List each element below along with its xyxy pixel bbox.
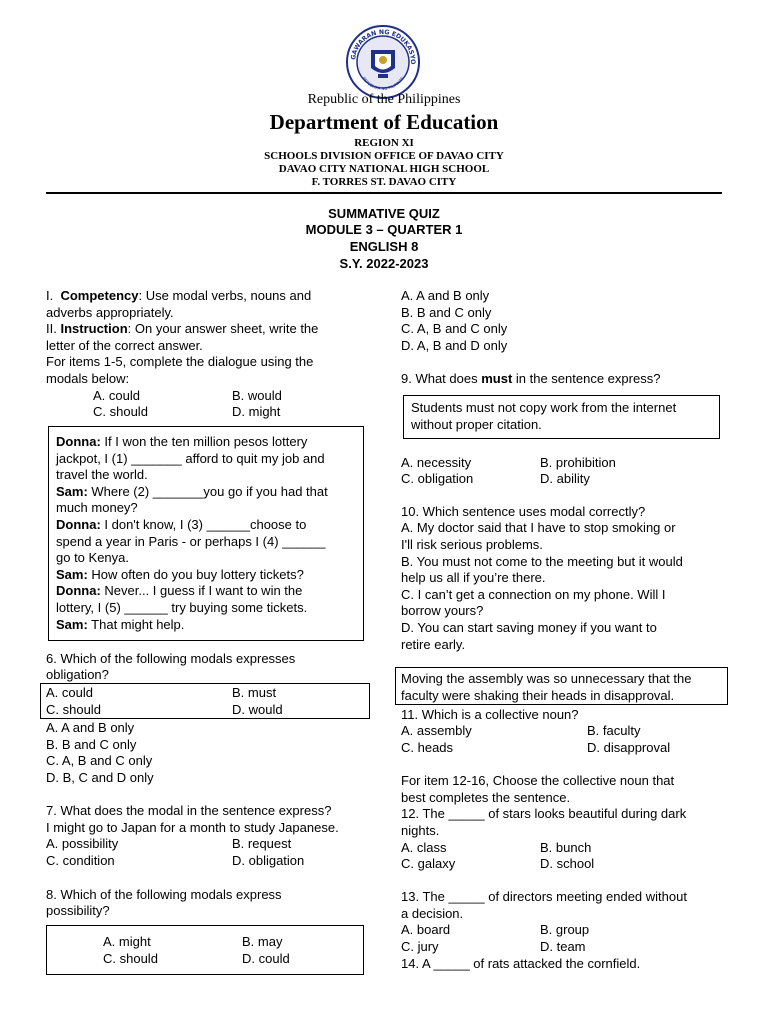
competency-line-2: adverbs appropriately. (46, 305, 174, 320)
dialogue-line: Donna: Never... I guess if I want to win the (56, 583, 303, 598)
dialogue-line: Donna: I don't know, I (3) ______choose to (56, 517, 307, 532)
q8-stem: 8. Which of the following modals express (46, 887, 282, 902)
q8-stem-2: possibility? (46, 903, 110, 918)
dialogue-line: much money? (56, 500, 138, 515)
q8-choice: A. A and B only (401, 288, 490, 303)
q13-choice: C. jury (401, 939, 439, 954)
q11-sentence: Moving the assembly was so unnecessary that the (401, 671, 692, 686)
q11-sentence-2: faculty were shaking their heads in disapproval. (401, 688, 675, 703)
q13-choice: A. board (401, 922, 451, 937)
school-line: DAVAO CITY NATIONAL HIGH SCHOOL (278, 163, 490, 175)
q6-box-option: B. must (232, 685, 277, 700)
q10-line: help us all if you’re there. (401, 570, 546, 585)
q12-stem: 12. The _____ of stars looks beautiful during dark (401, 806, 687, 821)
dialogue-line: go to Kenya. (56, 550, 129, 565)
q13-choice: B. group (540, 922, 590, 937)
competency-line: I. Competency: Use modal verbs, nouns and (46, 288, 312, 303)
q13-stem-2: a decision. (401, 906, 464, 921)
q13-stem: 13. The _____ of directors meeting ended without (401, 889, 687, 904)
q11-choice: D. disapproval (587, 740, 671, 755)
q8-choice: D. A, B and D only (401, 338, 508, 353)
items-instruction-2: modals below: (46, 371, 130, 386)
q7-choice: D. obligation (232, 853, 305, 868)
q12-choice: D. school (540, 856, 595, 871)
q11-choice: C. heads (401, 740, 454, 755)
q6-stem-2: obligation? (46, 667, 109, 682)
q8-choice: B. B and C only (401, 305, 492, 320)
q6-choice: D. B, C and D only (46, 770, 154, 785)
q11-choice: B. faculty (587, 723, 641, 738)
q6-choice: B. B and C only (46, 737, 137, 752)
q10-line: D. You can start saving money if you want to (401, 620, 657, 635)
q6-choice: A. A and B only (46, 720, 135, 735)
q8-box-option: B. may (242, 934, 283, 949)
q8-choice: C. A, B and C only (401, 321, 508, 336)
region-line: REGION XI (354, 137, 414, 149)
q10-stem: 10. Which sentence uses modal correctly? (401, 504, 646, 519)
q6-stem: 6. Which of the following modals expresses (46, 651, 296, 666)
q8-box-option: A. might (103, 934, 151, 949)
q10-line: borrow yours? (401, 603, 484, 618)
q7-choice: C. condition (46, 853, 115, 868)
q8-box-option: C. should (103, 951, 158, 966)
q14-stem: 14. A _____ of rats attacked the cornfield. (401, 956, 641, 971)
q7-stem: 7. What does the modal in the sentence express? (46, 803, 332, 818)
dialogue-line: Sam: Where (2) _______you go if you had that (56, 484, 328, 499)
q11-choice: A. assembly (401, 723, 472, 738)
q8-box-option: D. could (242, 951, 290, 966)
q9-choice: D. ability (540, 471, 590, 486)
seal-top-text: GAWARAN NG EDUKASYO (350, 28, 417, 65)
school-year-line: S.Y. 2022-2023 (339, 256, 429, 271)
quiz-title: SUMMATIVE QUIZ (328, 206, 440, 221)
department-title: Department of Education (269, 110, 499, 134)
modal-option: A. could (93, 388, 140, 403)
q9-stem: 9. What does must in the sentence express? (401, 371, 661, 386)
q12-stem-2: nights. (401, 823, 440, 838)
q6-choice: C. A, B and C only (46, 753, 153, 768)
q6-box-option: D. would (232, 702, 283, 717)
q10-line: A. My doctor said that I have to stop smoking or (401, 520, 676, 535)
q10-line: C. I can’t get a connection on my phone. Will I (401, 587, 666, 602)
republic-line: Republic of the Philippines (307, 92, 461, 107)
dialogue-line: spend a year in Paris - or perhaps I (4) ______ (56, 534, 326, 549)
dialogue-line: Sam: That might help. (56, 617, 185, 632)
header-divider (46, 192, 722, 194)
q8-modal-box (46, 925, 364, 975)
dialogue-line: jackpot, I (1) _______ afford to quit my job and (56, 451, 325, 466)
q10-line: retire early. (401, 637, 466, 652)
dialogue-line: travel the world. (56, 467, 148, 482)
items-12-16-instruction: For item 12-16, Choose the collective noun that (401, 773, 675, 788)
instruction-line: II. Instruction: On your answer sheet, write the (46, 321, 319, 336)
q12-choice: A. class (401, 840, 447, 855)
q6-box-option: C. should (46, 702, 101, 717)
q7-choice: A. possibility (46, 836, 119, 851)
instruction-line-2: letter of the correct answer. (46, 338, 203, 353)
q9-choice: C. obligation (401, 471, 474, 486)
modal-option: C. should (93, 404, 148, 419)
modal-option: D. might (232, 404, 281, 419)
items-instruction: For items 1-5, complete the dialogue using the (46, 354, 314, 369)
q11-stem: 11. Which is a collective noun? (401, 707, 579, 722)
address-line: F. TORRES ST. DAVAO CITY (311, 176, 457, 188)
q9-sentence: Students must not copy work from the internet (411, 400, 677, 415)
dialogue-line: lottery, I (5) ______ try buying some tickets. (56, 600, 308, 615)
q6-box-option: A. could (46, 685, 93, 700)
q12-choice: B. bunch (540, 840, 592, 855)
items-12-16-instruction-2: best completes the sentence. (401, 790, 571, 805)
q9-choice: A. necessity (401, 455, 472, 470)
q10-line: B. You must not come to the meeting but it would (401, 554, 683, 569)
deped-seal-logo (345, 24, 421, 100)
seal-bottom-text: REPUBLIKA NG PILIPINAS (361, 75, 405, 92)
q7-sentence: I might go to Japan for a month to study Japanese. (46, 820, 339, 835)
modal-option: B. would (232, 388, 282, 403)
subject-line: ENGLISH 8 (349, 239, 419, 254)
module-line: MODULE 3 – QUARTER 1 (305, 222, 463, 237)
q10-line: I'll risk serious problems. (401, 537, 543, 552)
dialogue-line: Donna: If I won the ten million pesos lottery (56, 434, 308, 449)
q9-sentence-2: without proper citation. (411, 417, 542, 432)
dialogue-line: Sam: How often do you buy lottery tickets? (56, 567, 304, 582)
division-line: SCHOOLS DIVISION OFFICE OF DAVAO CITY (264, 150, 504, 162)
q13-choice: D. team (540, 939, 586, 954)
q7-choice: B. request (232, 836, 292, 851)
q9-choice: B. prohibition (540, 455, 616, 470)
q12-choice: C. galaxy (401, 856, 456, 871)
